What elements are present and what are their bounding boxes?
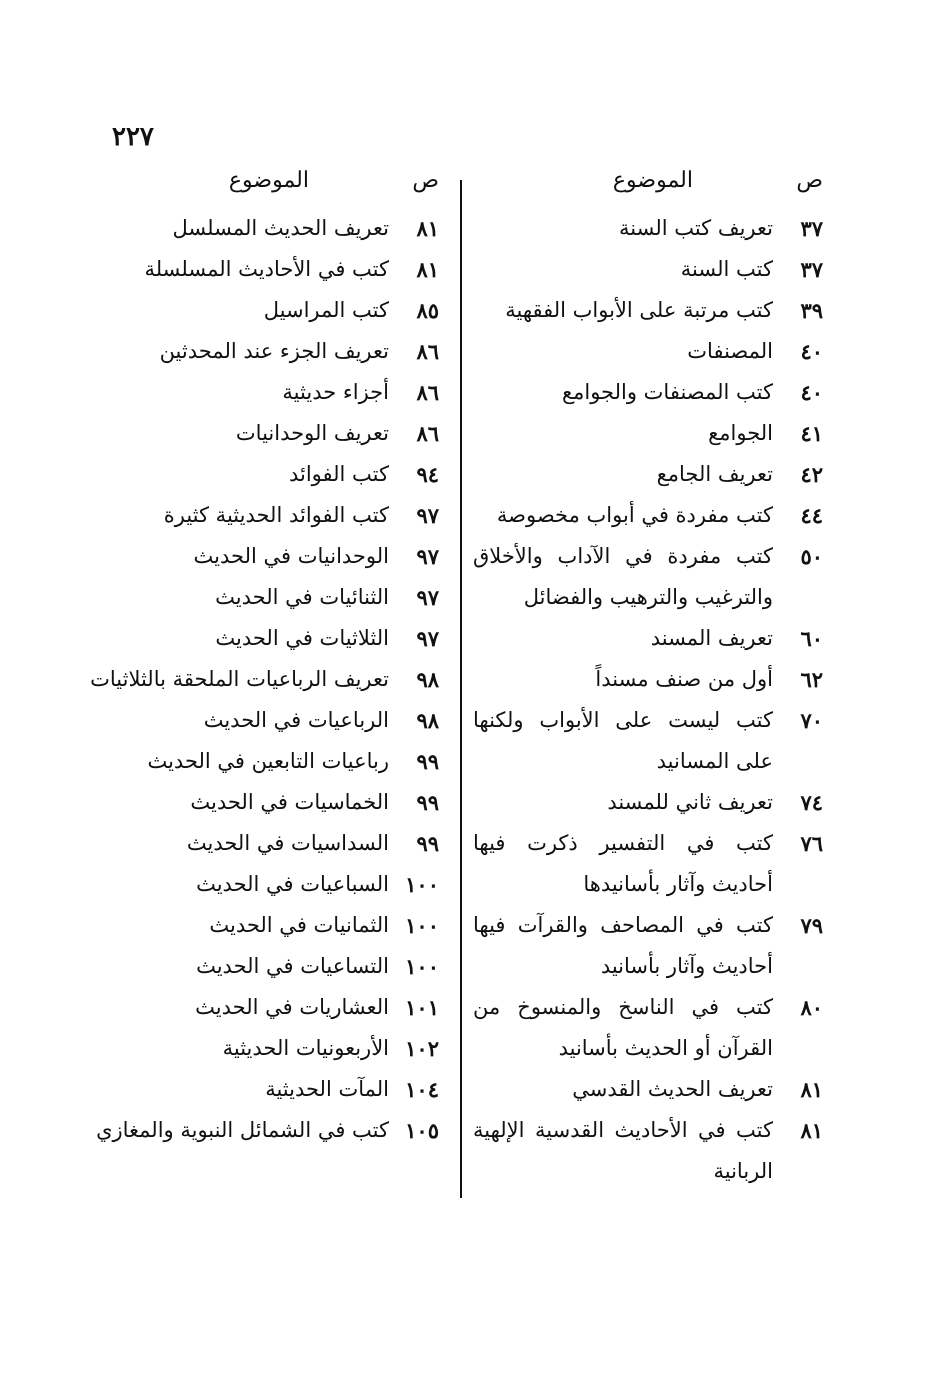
entry-page-number: ٣٩	[800, 298, 823, 323]
index-column-left	[59, 168, 439, 1151]
index-entry	[59, 700, 439, 741]
entry-topic: الوحدانيات في الحديث	[193, 544, 389, 568]
entry-topic: التساعيات في الحديث	[196, 954, 389, 978]
entry-page-number: ١٠١	[405, 995, 439, 1020]
index-entry	[59, 454, 439, 495]
column-header	[473, 168, 823, 208]
entry-topic: كتب مفردة في الآداب والأخلاق والترغيب والترهيب والفضائل	[473, 544, 773, 609]
index-entry	[473, 1069, 823, 1110]
entry-topic: الرباعيات في الحديث	[203, 708, 389, 732]
header-topic-label: الموضوع	[612, 168, 693, 193]
entry-topic: الخماسيات في الحديث	[190, 790, 389, 814]
entry-topic: كتب مرتبة على الأبواب الفقهية	[505, 298, 773, 322]
index-entry	[59, 1069, 439, 1110]
page-number: ٢٢٧	[112, 122, 154, 152]
entry-page-number: ١٠٠	[405, 872, 439, 897]
entry-page-number: ٦٠	[800, 626, 823, 651]
index-entry	[473, 413, 823, 454]
index-entry	[473, 290, 823, 331]
entry-page-number: ٤٤	[800, 503, 823, 528]
entry-topic: الأربعونيات الحديثية	[222, 1036, 389, 1060]
index-entry	[59, 290, 439, 331]
entry-page-number: ٩٧	[416, 544, 439, 569]
header-page-label: ص	[796, 168, 823, 193]
entry-topic: تعريف المسند	[650, 626, 773, 650]
index-entry	[59, 1110, 439, 1151]
entry-page-number: ١٠٢	[405, 1036, 439, 1061]
entry-page-number: ٩٧	[416, 585, 439, 610]
index-entry	[59, 946, 439, 987]
entry-topic: كتب الفوائد الحديثية كثيرة	[163, 503, 389, 527]
entry-page-number: ١٠٠	[405, 913, 439, 938]
entry-topic: تعريف ثاني للمسند	[607, 790, 773, 814]
entry-page-number: ٨٦	[416, 421, 439, 446]
entry-page-number: ٩٤	[416, 462, 439, 487]
entry-page-number: ٨١	[416, 216, 439, 241]
entry-page-number: ٣٧	[800, 257, 823, 282]
entry-page-number: ٧٠	[800, 708, 823, 733]
index-entry	[59, 659, 439, 700]
entry-topic: رباعيات التابعين في الحديث	[147, 749, 389, 773]
index-entry	[473, 618, 823, 659]
entry-topic: كتب المصنفات والجوامع	[561, 380, 773, 404]
index-entry	[59, 208, 439, 249]
header-page-label: ص	[412, 168, 439, 193]
index-entry	[473, 372, 823, 413]
entry-page-number: ١٠٠	[405, 954, 439, 979]
index-entry	[59, 905, 439, 946]
entry-topic: كتب ليست على الأبواب ولكنها على المسانيد	[473, 708, 773, 773]
entry-page-number: ٩٨	[416, 667, 439, 692]
entry-topic: كتب في المصاحف والقرآت فيها أحاديث وآثار بأسانيد	[473, 913, 773, 978]
entry-topic: كتب في الأحاديث المسلسلة	[144, 257, 389, 281]
entry-page-number: ٥٠	[800, 544, 823, 569]
index-entry	[473, 249, 823, 290]
entry-topic: المصنفات	[687, 339, 773, 363]
entry-page-number: ٧٦	[800, 831, 823, 856]
entry-page-number: ٣٧	[800, 216, 823, 241]
entry-topic: تعريف كتب السنة	[618, 216, 773, 240]
index-entry	[59, 249, 439, 290]
entry-page-number: ١٠٤	[405, 1077, 439, 1102]
index-entry	[59, 823, 439, 864]
entry-page-number: ٩٧	[416, 503, 439, 528]
index-entry	[59, 987, 439, 1028]
entry-page-number: ٩٩	[416, 790, 439, 815]
index-column-right	[473, 168, 823, 1192]
entry-page-number: ٤٢	[800, 462, 823, 487]
entry-page-number: ٤١	[800, 421, 823, 446]
entry-topic: كتب الفوائد	[288, 462, 389, 486]
index-entry	[473, 1110, 823, 1192]
entry-topic: تعريف الرباعيات الملحقة بالثلاثيات	[90, 667, 389, 691]
entry-topic: السباعيات في الحديث	[196, 872, 389, 896]
index-entry	[473, 823, 823, 905]
index-entry	[59, 864, 439, 905]
index-entries	[473, 208, 823, 1192]
column-header	[59, 168, 439, 208]
index-entry	[473, 659, 823, 700]
entry-page-number: ٤٠	[800, 380, 823, 405]
entry-topic: تعريف الجزء عند المحدثين	[159, 339, 389, 363]
index-entry	[473, 331, 823, 372]
index-entry	[59, 495, 439, 536]
entry-topic: كتب في التفسير ذكرت فيها أحاديث وآثار بأسانيدها	[473, 831, 773, 896]
entry-page-number: ٧٩	[800, 913, 823, 938]
index-entry	[59, 372, 439, 413]
index-entry	[473, 536, 823, 618]
entry-page-number: ٨٠	[800, 995, 823, 1020]
entry-topic: كتب السنة	[680, 257, 773, 281]
entry-page-number: ٧٤	[800, 790, 823, 815]
index-entry	[473, 905, 823, 987]
entry-topic: كتب في الأحاديث القدسية الإلهية الربانية	[473, 1118, 773, 1183]
entry-page-number: ٨٦	[416, 339, 439, 364]
entry-topic: أجزاء حديثية	[282, 380, 389, 404]
entry-page-number: ٩٧	[416, 626, 439, 651]
index-entry	[473, 700, 823, 782]
entry-topic: تعريف الوحدانيات	[235, 421, 389, 445]
entry-topic: الثلاثيات في الحديث	[215, 626, 389, 650]
entry-page-number: ٩٩	[416, 831, 439, 856]
entry-topic: كتب في الناسخ والمنسوخ من القرآن أو الحديث بأسانيد	[473, 995, 773, 1060]
entry-page-number: ٨١	[416, 257, 439, 282]
index-entry	[473, 495, 823, 536]
entry-topic: السداسيات في الحديث	[186, 831, 389, 855]
entry-topic: تعريف الحديث القدسي	[572, 1077, 773, 1101]
entry-topic: الثنائيات في الحديث	[215, 585, 389, 609]
entry-topic: كتب في الشمائل النبوية والمغازي	[96, 1118, 389, 1142]
header-topic-label: الموضوع	[228, 168, 309, 193]
entry-page-number: ٨١	[800, 1077, 823, 1102]
entry-topic: تعريف الحديث المسلسل	[172, 216, 389, 240]
index-entry	[59, 331, 439, 372]
entry-page-number: ٨١	[800, 1118, 823, 1143]
index-entry	[473, 454, 823, 495]
entry-topic: المآت الحديثية	[265, 1077, 389, 1101]
index-entry	[59, 577, 439, 618]
index-entry	[59, 782, 439, 823]
index-entry	[473, 782, 823, 823]
entry-page-number: ٨٦	[416, 380, 439, 405]
entry-page-number: ٩٨	[416, 708, 439, 733]
entry-topic: كتب المراسيل	[263, 298, 389, 322]
entry-page-number: ٤٠	[800, 339, 823, 364]
entry-topic: تعريف الجامع	[656, 462, 773, 486]
index-entry	[59, 413, 439, 454]
entry-page-number: ٨٥	[416, 298, 439, 323]
index-entry	[59, 618, 439, 659]
entry-topic: الثمانيات في الحديث	[209, 913, 389, 937]
entry-page-number: ٦٢	[800, 667, 823, 692]
entry-topic: العشاريات في الحديث	[195, 995, 389, 1019]
index-entry	[59, 1028, 439, 1069]
entry-topic: أول من صنف مسنداً	[595, 667, 773, 691]
entry-page-number: ١٠٥	[405, 1118, 439, 1143]
index-entry	[59, 536, 439, 577]
index-entry	[473, 208, 823, 249]
entry-topic: الجوامع	[708, 421, 773, 445]
entry-page-number: ٩٩	[416, 749, 439, 774]
index-entry	[473, 987, 823, 1069]
index-entry	[59, 741, 439, 782]
index-entries	[59, 208, 439, 1151]
column-divider	[460, 180, 462, 1198]
entry-topic: كتب مفردة في أبواب مخصوصة	[496, 503, 773, 527]
